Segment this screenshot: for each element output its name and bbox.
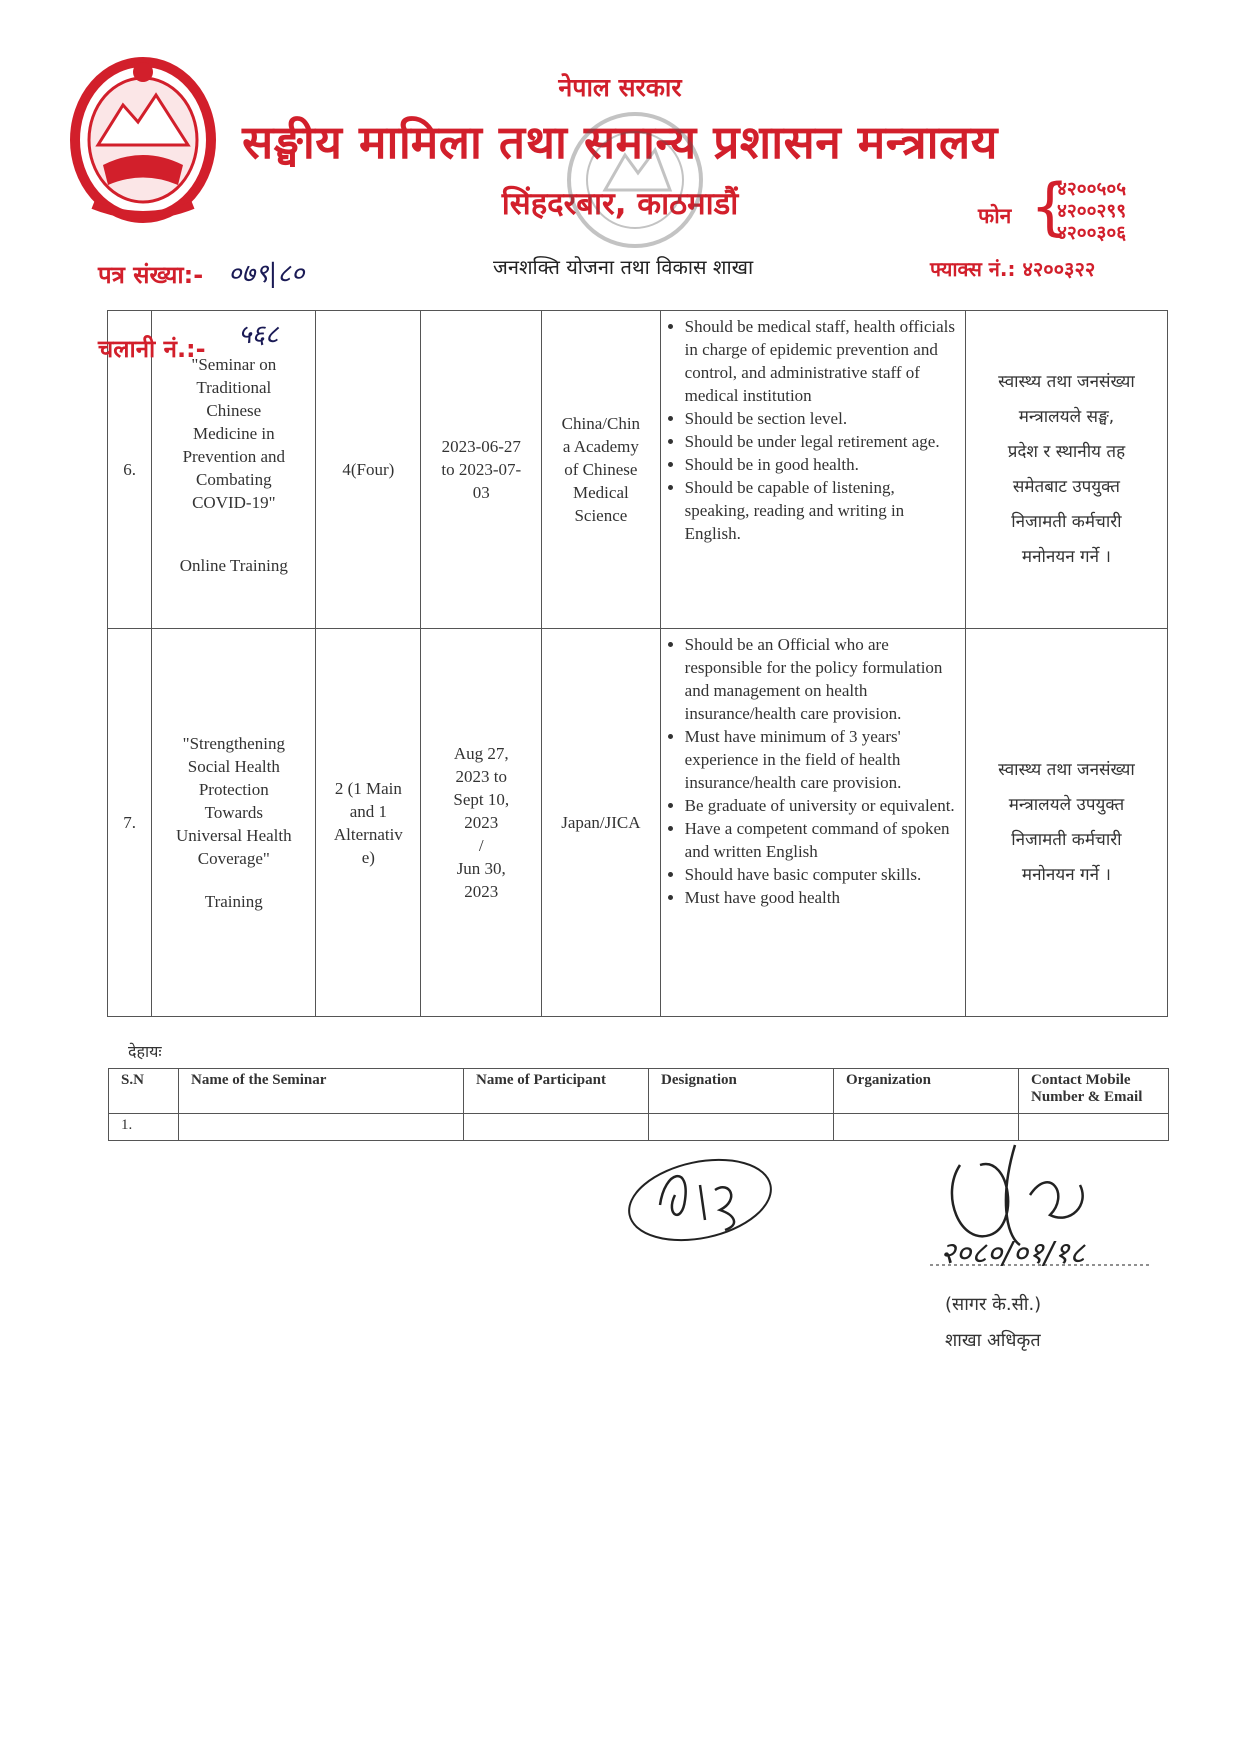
officer-name: (सागर के.सी.) [945,1294,1042,1315]
phone-brace: { [1030,170,1070,243]
eligibility-item: • Must have good health [685,886,959,909]
ministry-title: सङ्घीय मामिला तथा समान्य प्रशासन मन्त्रालय [242,115,998,169]
officer-title: शाखा अधिकृत [945,1330,1041,1351]
organizer-line: a Academy [562,437,639,456]
eligibility-item: • Should be under legal retirement age. [685,430,959,453]
program-name-line: Protection [198,780,269,799]
program-name-line: Universal Health [175,826,292,845]
date-line: Sept 10, [453,790,510,809]
seats-line: e) [361,847,375,867]
nomination-line: प्रदेश र स्थानीय तह [1007,441,1126,462]
serial-number: 6. [108,311,152,629]
eligibility-item: • Should have basic computer skills. [685,863,959,886]
signature-date: २०८०/०१/१८ [940,1236,1086,1271]
program-name-line: Combating [196,470,272,489]
date-cell [421,311,542,629]
seats-line: 2 (1 Main [334,778,402,798]
program-name-line: COVID-19" [192,493,276,512]
column-header: Name of the Seminar [179,1069,464,1114]
initials-signature-icon [620,1145,785,1255]
eligibility-item: • Should be section level. [685,407,959,430]
column-header: Name of Participant [464,1069,649,1114]
date-line: 2023 [464,882,499,901]
branch-name: जनशक्ति योजना तथा विकास शाखा [493,255,754,279]
program-name-line: Traditional [196,378,272,397]
nomination-line: मनोनयन गर्ने । [1021,864,1111,885]
table-row [108,629,1168,1017]
phone-number: ४२००२९९ [1057,200,1127,222]
program-mode: Online Training [179,556,288,575]
organizer-cell: Japan/JICA [542,629,661,1017]
serial-number: 7. [108,629,152,1017]
nomination-line: स्वास्थ्य तथा जनसंख्या [998,371,1135,392]
table-row [108,311,1168,629]
program-name-line: Coverage" [197,849,270,868]
participant-form-table [108,1068,1169,1141]
nomination-cell [965,311,1167,629]
form-cell[interactable] [464,1114,649,1141]
eligibility-item: • Should be an Official who are responsible for the policy formulation and management on health insurance/health care provision. [685,633,959,725]
officer-signature-icon [920,1135,1170,1285]
dispatch-number-value: ५६८ [238,320,279,350]
eligibility-cell [660,311,965,629]
seats-line: Alternativ [333,824,403,844]
organizer-line: of Chinese [564,460,638,479]
program-name-line: "Seminar on [191,355,277,374]
fax-number: फ्याक्स नं.: ४२००३२२ [930,257,1096,281]
organizer-line: China/Chin [561,414,641,433]
phone-label: फोन [978,204,1012,228]
nomination-line: निजामती कर्मचारी [1011,829,1122,850]
seats-line: and 1 [349,801,387,821]
form-sn-cell: 1. [109,1114,179,1141]
date-line: Aug 27, [453,744,509,763]
program-name-line: Social Health [187,757,280,776]
date-line: Jun 30, [456,859,506,878]
program-name-line: "Strengthening [182,734,285,753]
date-line: 2023-06-27 [441,437,521,456]
program-name-cell [152,629,316,1017]
program-name-line: Chinese [206,401,262,420]
date-line: 2023 [464,813,499,832]
organizer-cell [542,311,661,629]
program-mode: Training [204,892,263,911]
program-name-line: Towards [204,803,263,822]
nomination-line: मन्त्रालयले उपयुक्त [1008,794,1125,815]
phone-number: ४२००३०६ [1057,222,1127,244]
eligibility-item: • Have a competent command of spoken and written English [685,817,959,863]
nomination-line: समेतबाट उपयुक्त [1012,476,1120,497]
organizer-line: Science [574,506,628,525]
date-cell [421,629,542,1017]
eligibility-item: • Must have minimum of 3 years' experience in the field of health insurance/health care provision. [685,725,959,794]
date-line: 03 [472,483,490,502]
ministry-location: सिंहदरबार, काठमाडौं [501,186,739,222]
nomination-line: मनोनयन गर्ने । [1021,546,1111,567]
programs-table [107,310,1168,1017]
letter-number-value: ०७९|८० [228,259,305,289]
government-title: नेपाल सरकार [558,73,682,102]
nomination-cell [965,629,1167,1017]
eligibility-item: • Should be in good health. [685,453,959,476]
form-label: देहायः [128,1042,162,1061]
eligibility-item: • Should be medical staff, health officials in charge of epidemic prevention and control, and administrative staff of medical institution [685,315,959,407]
program-name-line: Medicine in [192,424,275,443]
column-header: Contact Mobile Number & Email [1019,1069,1169,1114]
form-cell[interactable] [179,1114,464,1141]
nomination-line: स्वास्थ्य तथा जनसंख्या [998,759,1135,780]
seats-cell [316,629,421,1017]
eligibility-item: • Should be capable of listening, speaking, reading and writing in English. [685,476,959,545]
column-header: S.N [109,1069,179,1114]
column-header: Designation [649,1069,834,1114]
eligibility-item: • Be graduate of university or equivalent. [685,794,959,817]
date-line: / [478,836,484,855]
program-name-line: Prevention and [182,447,286,466]
table-header-row [109,1069,1169,1114]
column-header: Organization [834,1069,1019,1114]
nomination-line: निजामती कर्मचारी [1011,511,1122,532]
phone-numbers [1057,178,1126,244]
letter-number-label: पत्र संख्या:- [98,261,204,289]
date-line: to 2023-07- [441,460,522,479]
nomination-line: मन्त्रालयले सङ्घ, [1018,406,1115,427]
date-line: 2023 to [455,767,507,786]
dispatch-number-label: चलानी नं.:- [98,335,206,363]
form-cell[interactable] [649,1114,834,1141]
organizer-line: Medical [573,483,629,502]
eligibility-cell [660,629,965,1017]
phone-number: ४२००५०५ [1057,178,1127,200]
seats-cell: 4(Four) [316,311,421,629]
